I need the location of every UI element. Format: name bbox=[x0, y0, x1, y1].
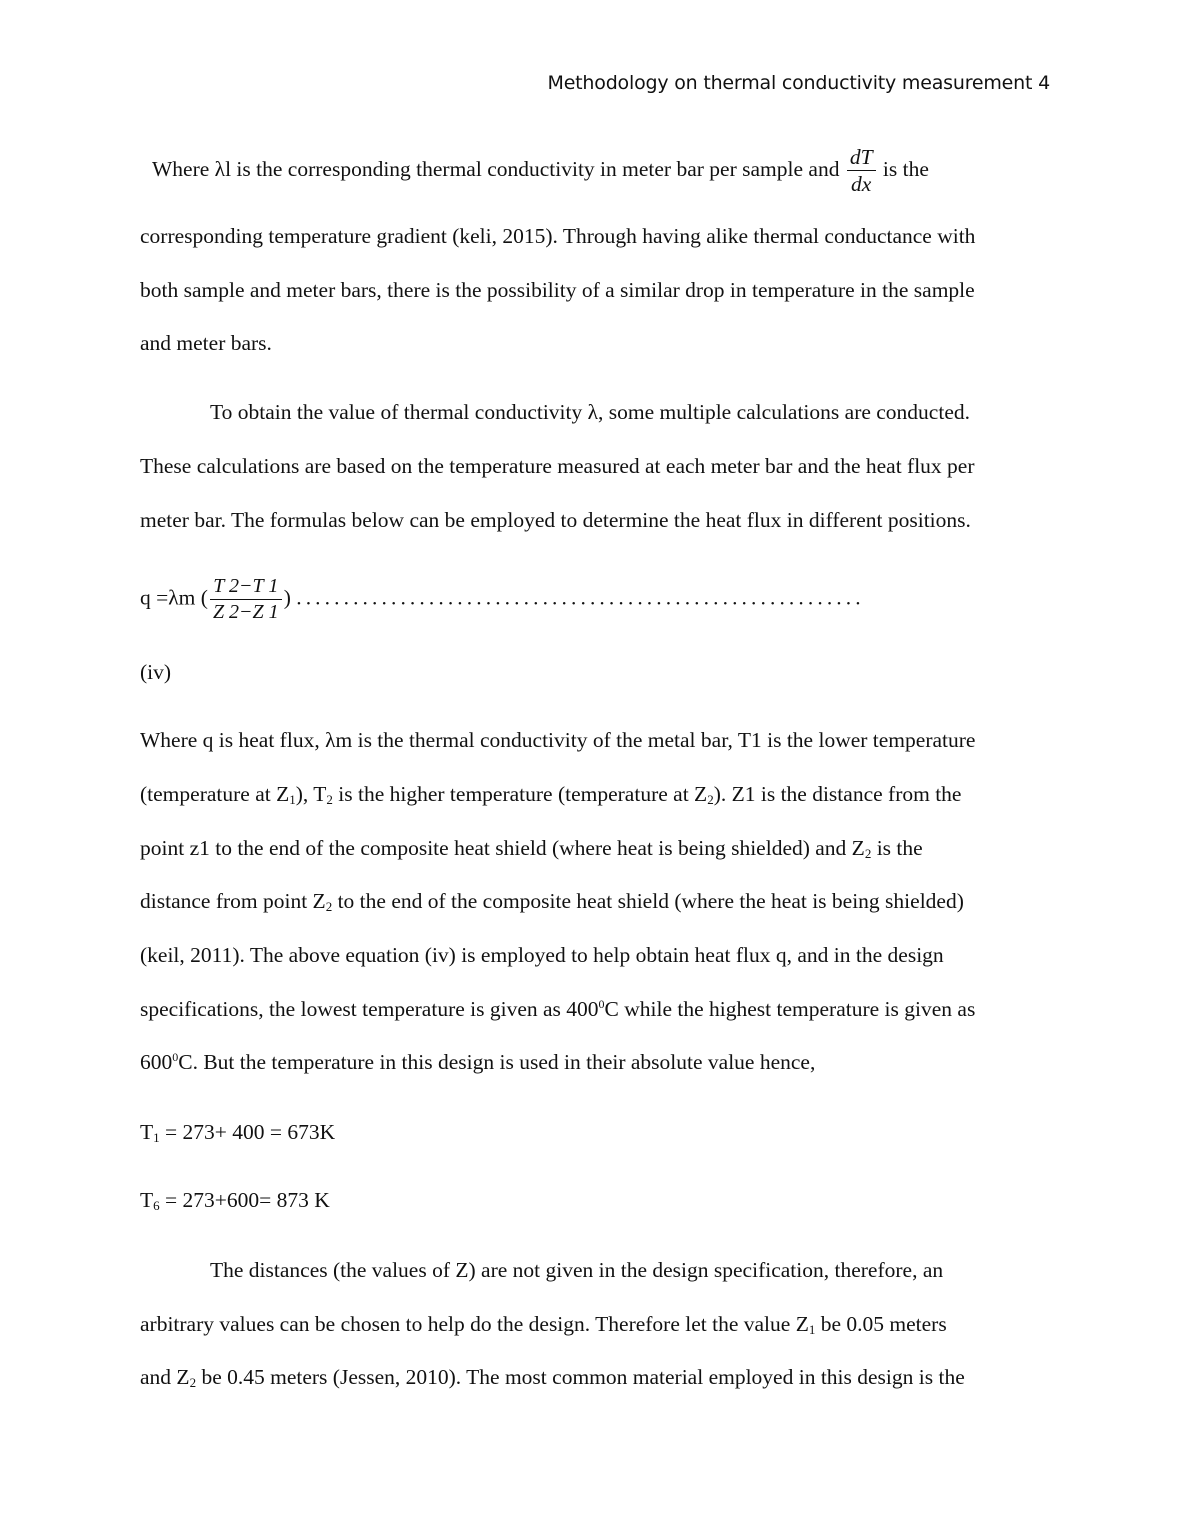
paragraph-1-line-4: and meter bars. bbox=[140, 331, 272, 355]
text-span: C. But the temperature in this design is used in their absolute value hence, bbox=[178, 1050, 816, 1074]
temperature-t6 bbox=[140, 1188, 330, 1213]
paragraph-3-line-6 bbox=[140, 997, 975, 1022]
fraction-denominator: dx bbox=[851, 172, 872, 197]
text-span: is the higher temperature (temperature at Z bbox=[332, 782, 708, 806]
equation-heat-flux bbox=[140, 576, 865, 623]
text-span: point z1 to the end of the composite heat shield (where heat is being shielded) and Z bbox=[140, 836, 865, 860]
paragraph-2-line-2: These calculations are based on the temperature measured at each meter bar and the heat flux per bbox=[140, 454, 975, 478]
text-span: ). Z1 is the distance from the bbox=[713, 782, 962, 806]
text-span: Where λl is the corresponding thermal conductivity in meter bar per sample and bbox=[152, 157, 840, 182]
paragraph-3-line-7 bbox=[140, 1050, 815, 1075]
subscript: 1 bbox=[153, 1130, 160, 1145]
subscript: 2 bbox=[326, 792, 333, 807]
text-span: T bbox=[140, 1120, 154, 1144]
superscript: 0 bbox=[172, 1050, 179, 1064]
text-span: T bbox=[140, 1188, 154, 1212]
text-span: (temperature at Z bbox=[140, 782, 290, 806]
text-span: be 0.45 meters (Jessen, 2010). The most common material employed in this design is the bbox=[196, 1365, 965, 1389]
paragraph-3-line-5: (keil, 2011). The above equation (iv) is employed to help obtain heat flux q, and in the design bbox=[140, 943, 944, 967]
fraction-numerator: dT bbox=[847, 146, 876, 171]
paragraph-1-line-2: corresponding temperature gradient (keli, 2015). Through having alike thermal conductance with bbox=[140, 224, 976, 248]
subscript: 2 bbox=[325, 899, 333, 914]
text-span: C while the highest temperature is given as bbox=[604, 997, 976, 1021]
paragraph-1-line-3: both sample and meter bars, there is the possibility of a similar drop in temperature in the sample bbox=[140, 278, 975, 302]
fraction-denominator: Z 2−Z 1 bbox=[212, 600, 279, 623]
subscript: 2 bbox=[864, 846, 872, 861]
dTdx-fraction bbox=[847, 146, 876, 196]
paragraph-3-line-3 bbox=[140, 836, 923, 861]
paragraph-2-line-1: To obtain the value of thermal conductivity λ, some multiple calculations are conducted. bbox=[210, 400, 970, 424]
fraction-numerator: T 2−T 1 bbox=[210, 576, 282, 600]
paragraph-3-line-1: Where q is heat flux, λm is the thermal conductivity of the metal bar, T1 is the lower temperature bbox=[140, 728, 976, 752]
temperature-gradient-fraction bbox=[210, 576, 282, 623]
subscript: 6 bbox=[153, 1198, 160, 1213]
text-span: be 0.05 meters bbox=[815, 1312, 947, 1336]
text-span: arbitrary values can be chosen to help do the design. Therefore let the value Z bbox=[140, 1312, 809, 1336]
paragraph-3-line-2 bbox=[140, 782, 961, 807]
paragraph-1-line-1 bbox=[152, 146, 929, 196]
text-span: specifications, the lowest temperature is given as 400 bbox=[140, 997, 599, 1021]
equation-label: (iv) bbox=[140, 660, 172, 684]
equation-suffix: ) bbox=[283, 585, 291, 610]
paragraph-2-line-3: meter bar. The formulas below can be employed to determine the heat flux in different positions. bbox=[140, 508, 971, 532]
subscript: 1 bbox=[289, 792, 296, 807]
text-span: = 273+ 400 = 673K bbox=[159, 1120, 336, 1144]
paragraph-4-line-3 bbox=[140, 1365, 965, 1390]
subscript: 2 bbox=[189, 1375, 197, 1390]
superscript: 0 bbox=[598, 997, 605, 1011]
running-head: Methodology on thermal conductivity measurement 4 bbox=[547, 72, 1050, 94]
text-span: is the bbox=[871, 836, 923, 860]
text-span: to the end of the composite heat shield (where the heat is being shielded) bbox=[332, 889, 964, 913]
subscript: 2 bbox=[707, 792, 714, 807]
equation-prefix: q =λm ( bbox=[140, 585, 208, 610]
text-span: = 273+600= 873 K bbox=[159, 1188, 330, 1212]
temperature-t1 bbox=[140, 1120, 335, 1145]
text-span: 600 bbox=[140, 1050, 173, 1074]
equation-leader-dots: ............................................................ bbox=[296, 585, 865, 610]
paragraph-4-line-2 bbox=[140, 1312, 947, 1337]
text-span: and Z bbox=[140, 1365, 190, 1389]
text-span: ), T bbox=[295, 782, 327, 806]
paragraph-4-line-1: The distances (the values of Z) are not given in the design specification, therefore, an bbox=[210, 1258, 944, 1282]
text-span: is the bbox=[882, 157, 929, 182]
paragraph-3-line-4 bbox=[140, 889, 964, 914]
subscript: 1 bbox=[808, 1322, 816, 1337]
text-span: distance from point Z bbox=[140, 889, 326, 913]
